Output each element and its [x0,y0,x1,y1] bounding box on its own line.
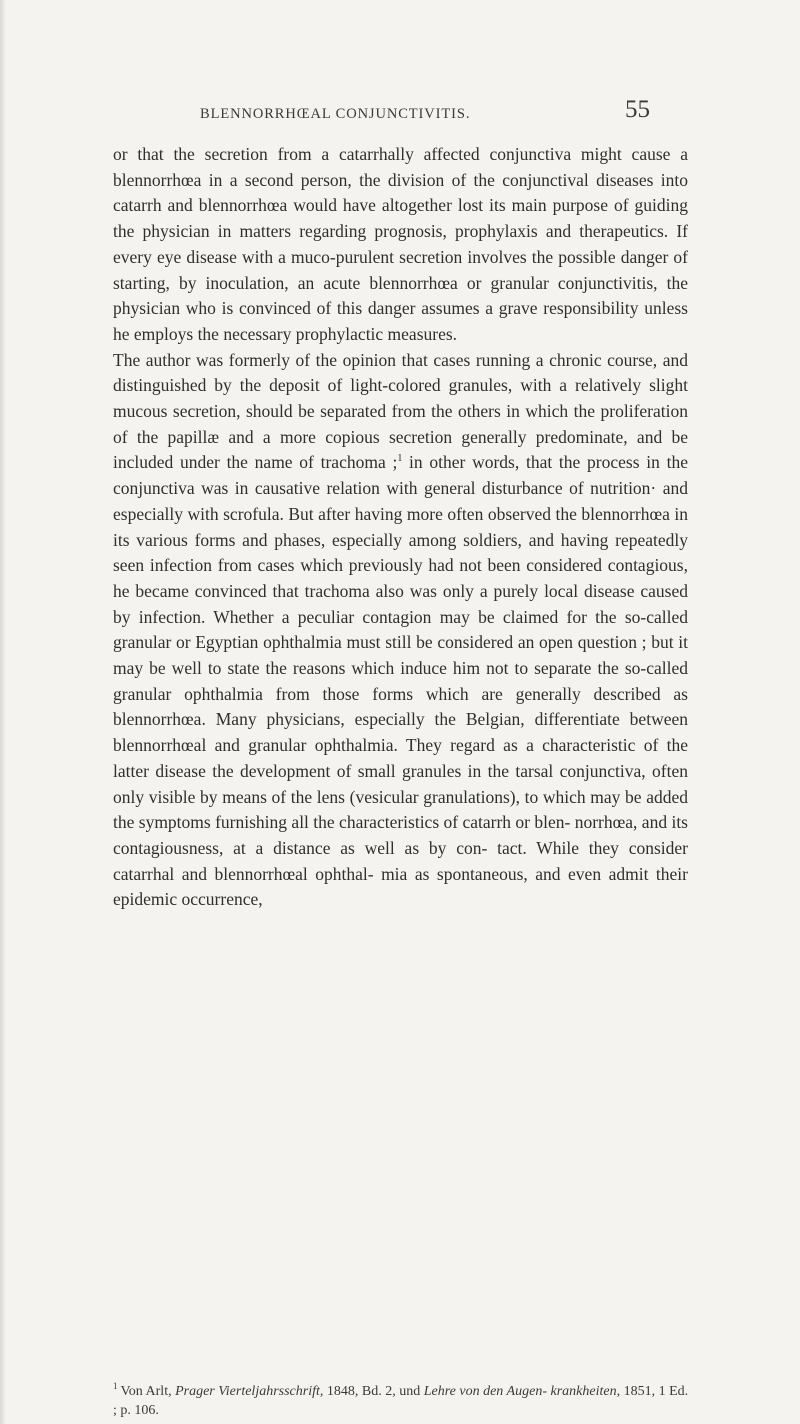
paragraph-1: or that the secretion from a catarrhally affected conjunctiva might cause a blennorrhœa in a second person, the division of the conjunctival diseases into catarrh and blennorrhœa would have altogether lost its main purpose of guiding the physician in matters regarding prognosis, prophylaxis and therapeutics. If every eye disease with a muco-purulent secretion involves the possible danger of starting, by inoculation, an acute blennorrhœa or granular conjunctivitis, the physician who is convinced of this danger assumes a grave responsibility unless he employs the necessary prophylactic measures. [113,144,688,344]
footnote-tail: 1851, 1 Ed. ; p. 106. [113,1384,689,1418]
page-header [180,96,650,136]
footnote [113,1382,693,1420]
footnote-mark: 1 [113,1381,118,1392]
body-text [113,142,688,913]
page-number: 55 [625,96,650,123]
footnote-title-1: Prager Vierteljahrsschrift, [175,1384,324,1399]
footnote-mid: 1848, Bd. 2, und [323,1384,424,1399]
running-title: BLENNORRHŒAL CONJUNCTIVITIS. [200,106,471,122]
paragraph-2-part-1: The author was formerly of the opinion that cases running a chronic course, and distinguished by the deposit of light-colored granules, with a relatively slight mucous secretion, should be separated from the others in which the proliferation of the papillæ and a more copious secretion generally predominate, and be included under the name of trachoma ; [113,349,688,473]
paragraph-2 [113,348,688,913]
footnote-lead: Von Arlt, [120,1384,176,1399]
scan-edge-shadow [0,0,6,1424]
footnote-title-2: Lehre von den Augen- krankheiten, [423,1384,621,1399]
footnote-reference: 1 [397,453,403,465]
paragraph-2-part-2: in other words, that the process in the conjunctiva was in causative relation with general disturbance of nutrition· and especially with scrofula. But after having more often observed the blennorrhœa in its various forms and phases, especially among soldiers, and having repeatedly seen infection from cases which previously had not been considered contagious, he became convinced that trachoma also was only a purely local disease caused by infection. Whether a peculiar contagion may be claimed for the so-called granular or Egyptian ophthalmia must still be considered an open question ; but it may be well to state the reasons which induce him not to separate the so-called granular ophthalmia from those forms which are generally described as blennorrhœa. Many physicians, especially the Belgian, differentiate between blennorrhœal and granular ophthalmia. They regard as a characteristic of the latter disease the development of small granules in the tarsal conjunctiva, often only visible by means of the lens (vesicular granulations), to which may be added the symptoms furnishing all the characteristics of catarrh or blen- norrhœa, and its contagiousness, at a distance as well as by con- tact. While they consider catarrhal and blennorrhœal ophthal- mia as spontaneous, and even admit their epidemic occurrence, [113,452,688,910]
